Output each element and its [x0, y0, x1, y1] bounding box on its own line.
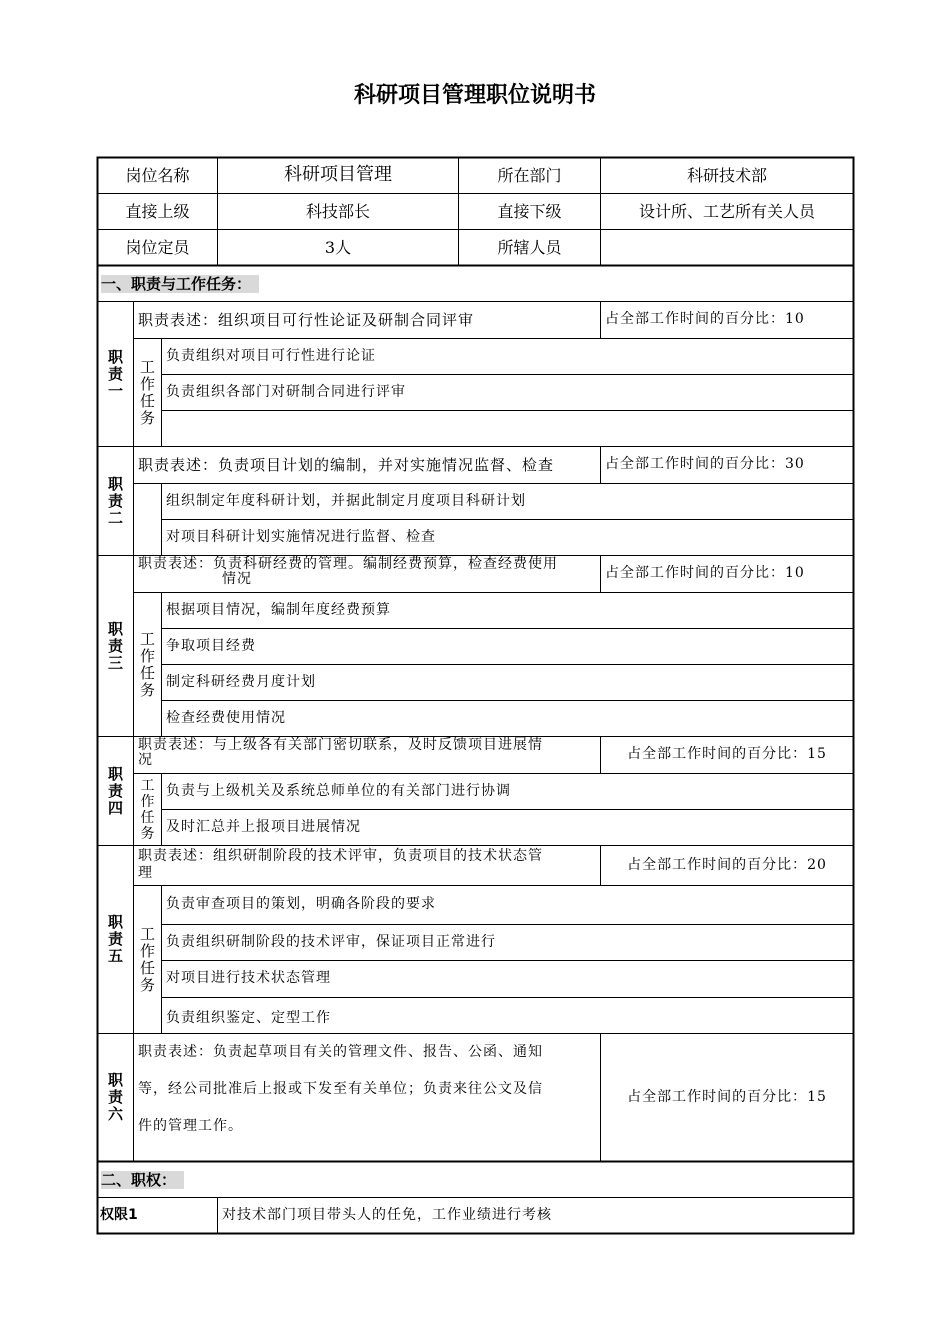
subordinate-label: 直接下级 — [497, 201, 562, 221]
task-item: 对项目进行技术状态管理 — [166, 970, 331, 987]
position-name-label: 岗位名称 — [125, 165, 190, 185]
managed-staff-value — [601, 230, 853, 265]
task-item: 对项目科研计划实施情况进行监督、检查 — [166, 528, 436, 545]
duty-description: 职责表述：负责项目计划的编制，并对实施情况监督、检查 — [138, 455, 555, 474]
duty-percentage: 占全部工作时间的百分比：15 — [627, 746, 827, 763]
task-item: 组织制定年度科研计划，并据此制定月度项目科研计划 — [166, 492, 526, 509]
superior-value: 科技部长 — [305, 201, 370, 221]
department-value: 科研技术部 — [686, 165, 767, 185]
superior-label: 直接上级 — [125, 201, 190, 221]
task-label: 工 作 任 务 — [139, 924, 155, 994]
authority-label: 权限1 — [100, 1206, 138, 1223]
task-item: 检查经费使用情况 — [166, 709, 286, 726]
task-item: 及时汇总并上报项目进展情况 — [166, 818, 361, 835]
section-authority-text: 二、职权： — [101, 1171, 184, 1190]
section-authority-heading — [98, 1163, 853, 1197]
task-item: 争取项目经费 — [166, 637, 256, 654]
task-item: 负责审查项目的策划，明确各阶段的要求 — [166, 896, 436, 913]
position-name-value: 科研项目管理 — [284, 164, 392, 186]
headcount-label: 岗位定员 — [125, 237, 190, 257]
managed-staff-label: 所辖人员 — [497, 237, 562, 257]
task-item: 负责与上级机关及系统总师单位的有关部门进行协调 — [166, 782, 511, 799]
duty-label: 职 责 六 — [107, 1071, 123, 1123]
duty-label: 职 责 二 — [107, 474, 123, 527]
duty-percentage: 占全部工作时间的百分比：30 — [605, 456, 805, 473]
duty-label: 职 责 三 — [107, 619, 123, 672]
task-item: 负责组织对项目可行性进行论证 — [166, 347, 376, 364]
document-title: 科研项目管理职位说明书 — [353, 83, 596, 108]
duty-percentage: 占全部工作时间的百分比：10 — [605, 311, 805, 328]
section-duties-text: 一、职责与工作任务： — [101, 275, 259, 294]
duty-description: 职责表述：负责科研经费的管理。编制经费预算，检查经费使用 情况 — [138, 556, 558, 587]
duty-percentage: 占全部工作时间的百分比：20 — [627, 856, 827, 873]
duty-label: 职 责 四 — [107, 764, 123, 817]
duty-label: 职 责 五 — [107, 913, 123, 965]
duty-label: 职 责 一 — [107, 347, 123, 400]
task-item: 根据项目情况，编制年度经费预算 — [166, 601, 391, 618]
section-duties-heading — [98, 267, 853, 301]
task-item: 负责组织鉴定、定型工作 — [166, 1009, 331, 1026]
duty-percentage: 占全部工作时间的百分比：15 — [627, 1088, 827, 1105]
duty-description: 职责表述：负责起草项目有关的管理文件、报告、公函、通知 等，经公司批准后上报或下发至有关单位；负责来往公文及信 件的管理工作。 — [138, 1044, 543, 1134]
duty-description: 职责表述：组织研制阶段的技术评审，负责项目的技术状态管 理 — [138, 848, 543, 881]
headcount-value: 3人 — [324, 237, 352, 257]
department-label: 所在部门 — [497, 165, 562, 185]
task-item — [162, 411, 853, 446]
task-item: 制定科研经费月度计划 — [166, 673, 316, 690]
task-label: 工 作 任 务 — [140, 777, 155, 842]
duty-percentage: 占全部工作时间的百分比：10 — [605, 565, 805, 582]
task-label: 工 作 任 务 — [139, 629, 155, 699]
duty-description: 职责表述：与上级各有关部门密切联系，及时反馈项目进展情 况 — [138, 737, 543, 768]
duty-description: 职责表述：组织项目可行性论证及研制合同评审 — [138, 310, 475, 329]
task-item: 负责组织各部门对研制合同进行评审 — [166, 383, 406, 400]
authority-text: 对技术部门项目带头人的任免，工作业绩进行考核 — [222, 1206, 552, 1223]
task-label: 工 作 任 务 — [139, 357, 155, 427]
task-item: 负责组织研制阶段的技术评审，保证项目正常进行 — [166, 933, 496, 950]
subordinate-value: 设计所、工艺所有关人员 — [638, 201, 815, 221]
